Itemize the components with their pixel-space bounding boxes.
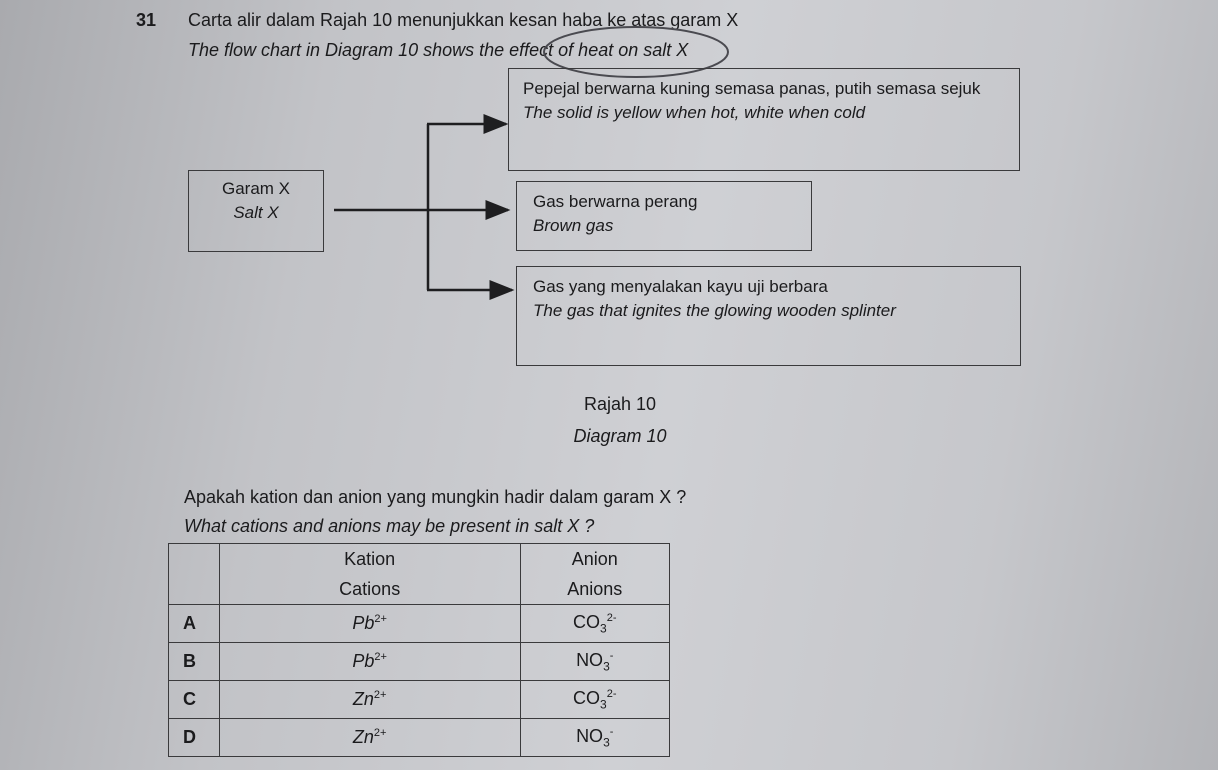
table-row[interactable] — [169, 719, 670, 757]
table-row[interactable] — [169, 605, 670, 643]
option-anion — [520, 681, 670, 719]
cation-symbol: Zn — [352, 727, 374, 747]
option-letter[interactable]: D — [169, 719, 220, 757]
anion-charge: - — [609, 649, 614, 662]
anion-symbol: CO — [573, 687, 601, 708]
header-anion — [520, 544, 670, 605]
header-blank — [169, 544, 220, 605]
option-anion — [520, 643, 670, 681]
outcome-oxygen-box — [516, 266, 1021, 366]
cation-charge: 2+ — [374, 651, 387, 663]
cation-charge: 2+ — [374, 613, 387, 625]
table-header-row — [169, 544, 670, 605]
anion-subscript: 3 — [603, 659, 610, 674]
option-anion — [520, 605, 670, 643]
answer-options-table — [168, 543, 670, 757]
option-cation — [219, 605, 520, 643]
header-anion-malay: Anion — [571, 549, 618, 569]
anion-symbol: NO — [576, 649, 604, 670]
question-text-malay: Carta alir dalam Rajah 10 menunjukkan kesan haba ke atas garam X — [188, 10, 739, 30]
header-cation-malay: Kation — [344, 549, 396, 569]
prompt-malay: Apakah kation dan anion yang mungkin hadir dalam garam X ? — [184, 487, 687, 507]
outcome-solid-malay: Pepejal berwarna kuning semasa panas, putih semasa sejuk — [523, 79, 981, 98]
anion-subscript: 3 — [603, 735, 610, 750]
salt-x-box — [188, 170, 324, 252]
prompt-english: What cations and anions may be present in salt X ? — [184, 516, 595, 536]
option-anion — [520, 719, 670, 757]
anion-charge: 2- — [606, 611, 617, 624]
anion-charge: - — [609, 725, 614, 738]
outcome-oxygen-english: The gas that ignites the glowing wooden splinter — [533, 301, 896, 320]
anion-subscript: 3 — [600, 697, 607, 712]
question-text-english: The flow chart in Diagram 10 shows the effect of heat on salt X — [188, 40, 689, 60]
table-row[interactable] — [169, 643, 670, 681]
anion-charge: 2- — [606, 687, 617, 700]
question-number: 31 — [136, 10, 157, 30]
header-cation-english: Cations — [339, 579, 401, 599]
diagram-caption-english: Diagram 10 — [573, 426, 667, 446]
outcome-oxygen-malay: Gas yang menyalakan kayu uji berbara — [533, 277, 828, 296]
cation-symbol: Zn — [352, 689, 374, 709]
cation-charge: 2+ — [373, 689, 387, 701]
anion-subscript: 3 — [600, 621, 607, 636]
diagram-caption-malay: Rajah 10 — [583, 394, 657, 414]
outcome-solid-english: The solid is yellow when hot, white when cold — [523, 103, 866, 122]
salt-label-english: Salt X — [233, 203, 279, 222]
header-anion-english: Anions — [567, 579, 623, 599]
outcome-brown-gas-box — [516, 181, 812, 251]
header-cation — [219, 544, 520, 605]
outcome-solid-box — [508, 68, 1020, 171]
anion-symbol: CO — [573, 611, 601, 632]
table-row[interactable] — [169, 681, 670, 719]
option-letter[interactable]: C — [169, 681, 220, 719]
outcome-brown-gas-english: Brown gas — [533, 216, 614, 235]
option-cation — [219, 643, 520, 681]
salt-label-malay: Garam X — [221, 179, 291, 198]
outcome-brown-gas-malay: Gas berwarna perang — [533, 192, 698, 211]
option-cation — [219, 719, 520, 757]
cation-symbol: Pb — [352, 613, 375, 633]
cation-charge: 2+ — [373, 727, 387, 739]
anion-symbol: NO — [576, 725, 604, 746]
option-letter[interactable]: B — [169, 643, 220, 681]
option-cation — [219, 681, 520, 719]
option-letter[interactable]: A — [169, 605, 220, 643]
cation-symbol: Pb — [352, 651, 375, 671]
